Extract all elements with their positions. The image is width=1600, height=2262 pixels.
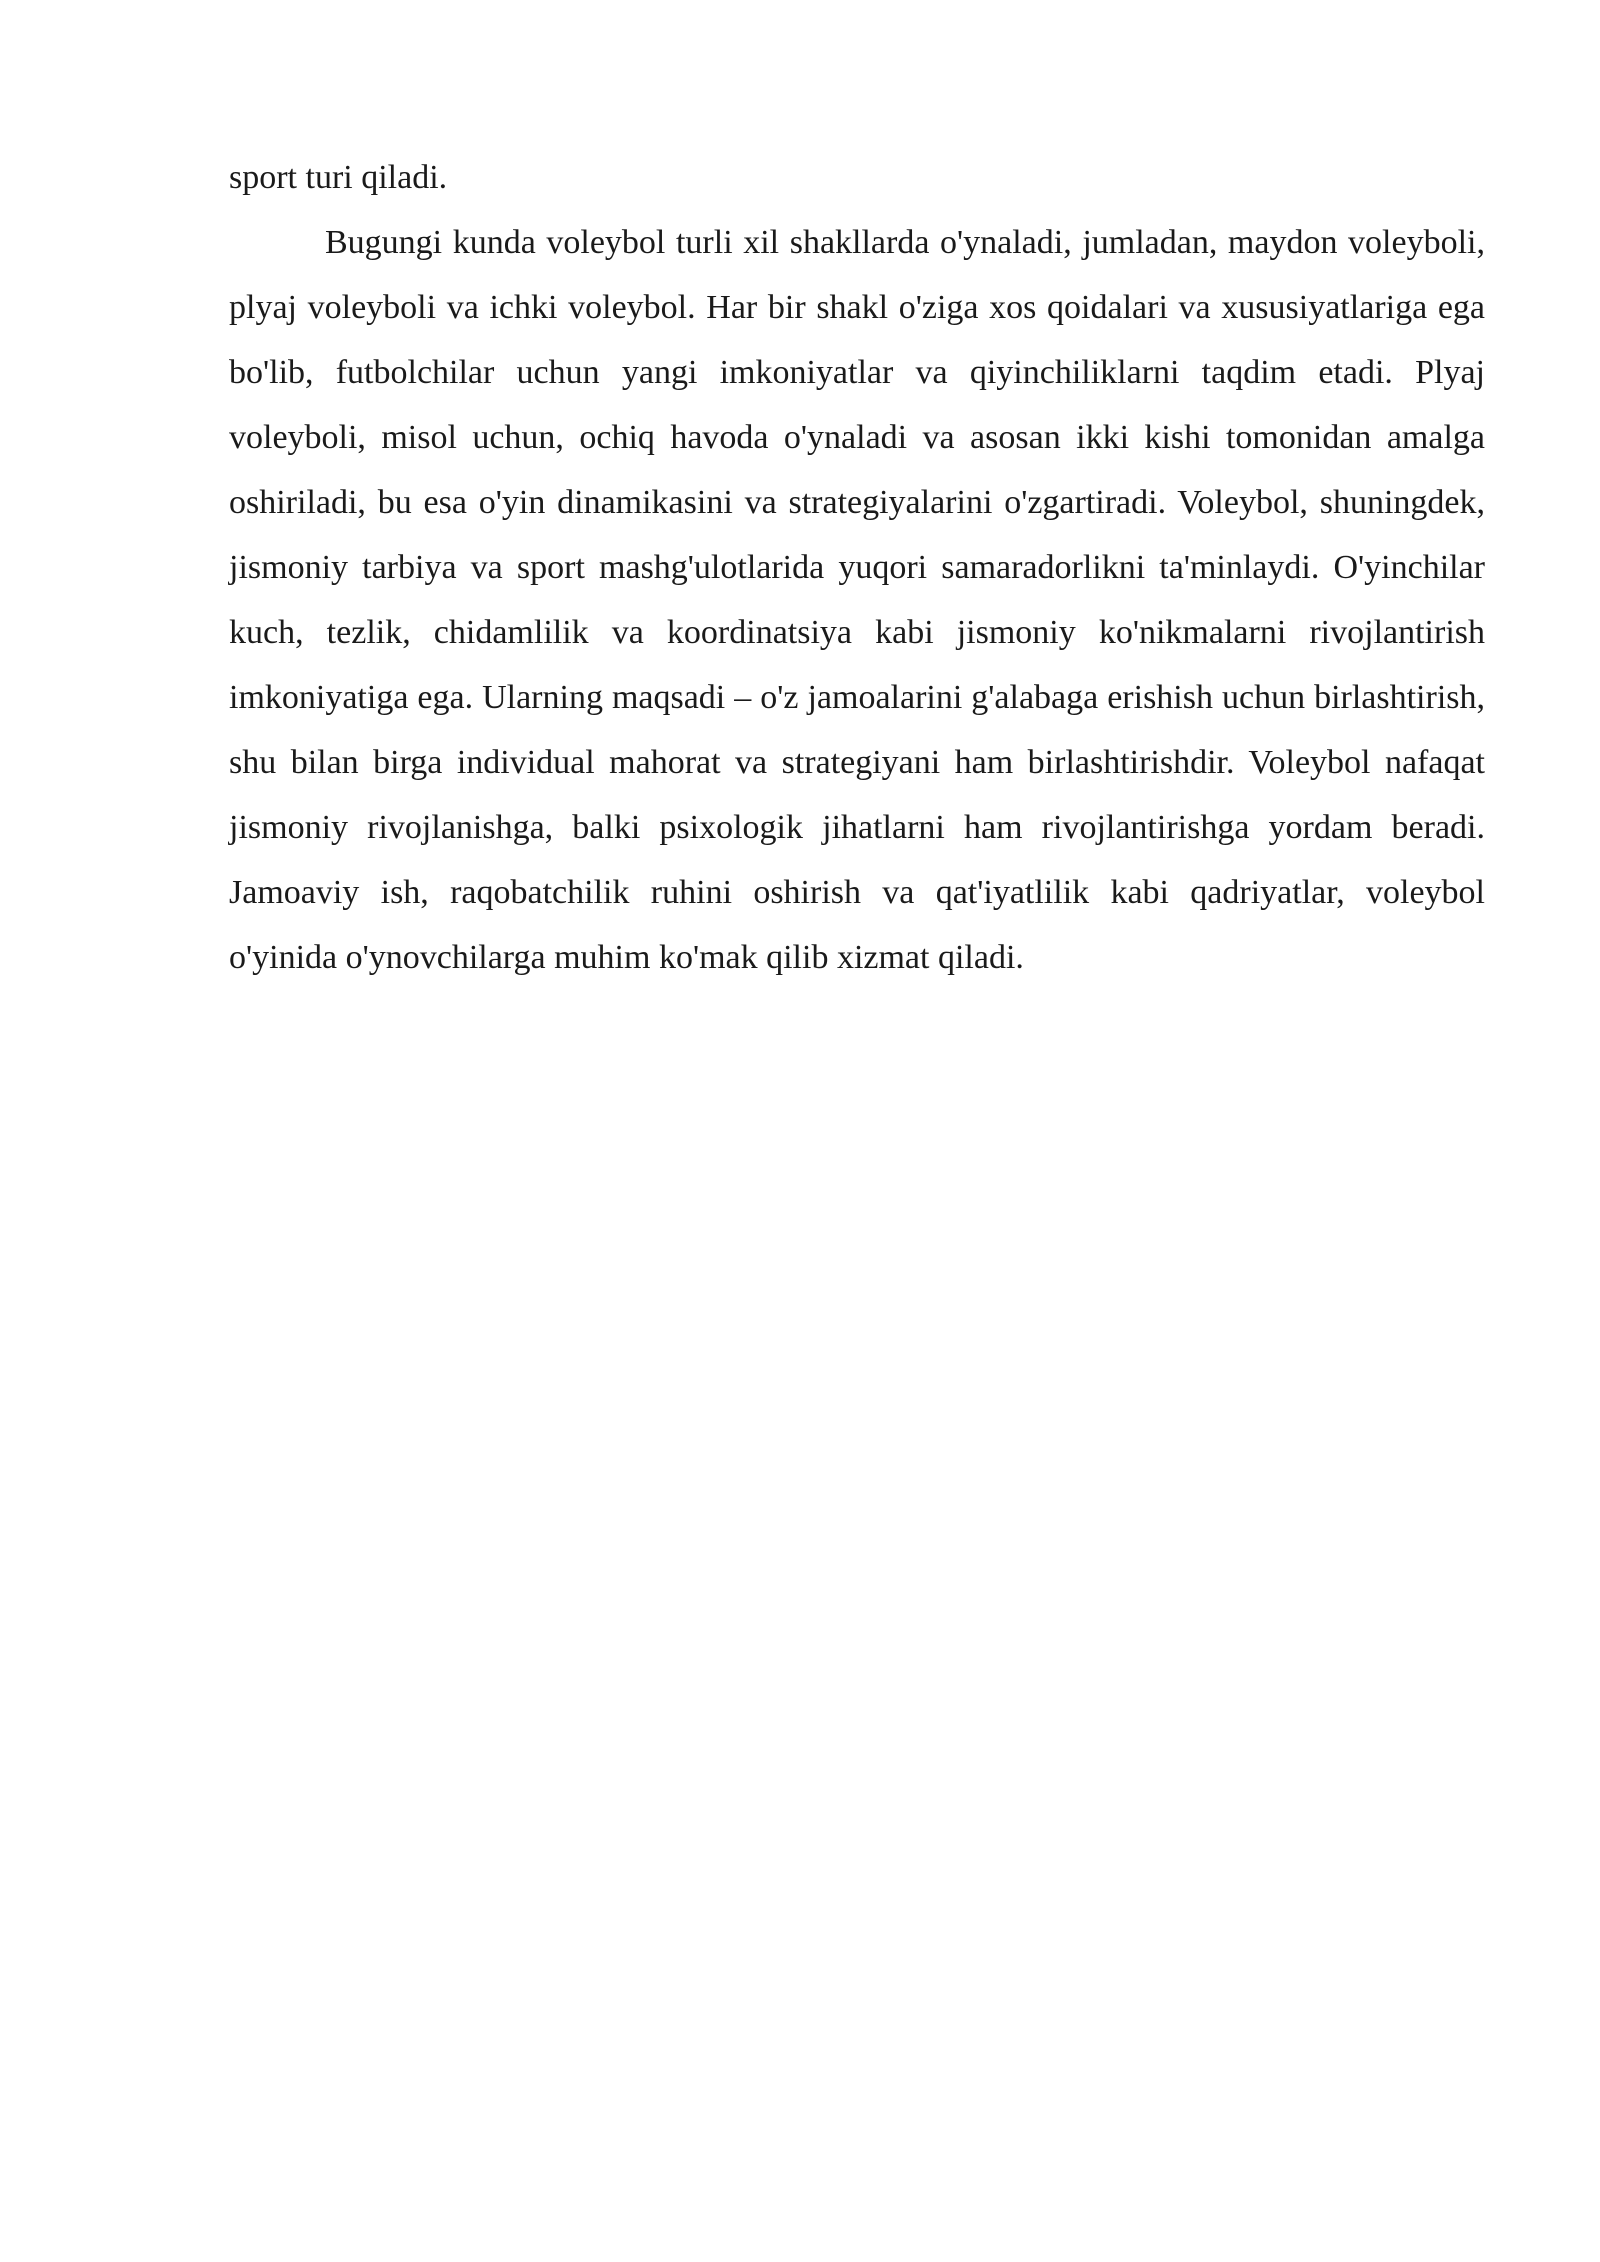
paragraph: Bugungi kunda voleybol turli xil shakllarda o'ynaladi, jumladan, maydon voleyboli, plyaj voleyboli va ichki voleybol. Har bir shakl o'ziga xos qoidalari va xususiyatlariga ega bo'lib, futbolchilar uchun yangi imkoniyatlar va qiyinchiliklarni taqdim etadi. Plyaj voleyboli, misol uchun, ochiq havoda o'ynaladi va asosan ikki kishi tomonidan amalga oshiriladi, bu esa o'yin dinamikasini va strategiyalarini o'zgartiradi. Voleybol, shuningdek, jismoniy tarbiya va sport mashg'ulotlarida yuqori samaradorlikni ta'minlaydi. O'yinchilar kuch, tezlik, chidamlilik va koordinatsiya kabi jismoniy ko'nikmalarni rivojlantirish imkoniyatiga ega. Ularning maqsadi – o'z jamoalarini g'alabaga erishish uchun birlashtirish, shu bilan birga individual mahorat va strategiyani ham birlashtirishdir. Voleybol nafaqat jismoniy rivojlanishga, balki psixologik jihatlarni ham rivojlantirishga yordam beradi. Jamoaviy ish, raqobatchilik ruhini oshirish va qat'iyatlilik kabi qadriyatlar, voleybol o'yinida o'ynovchilarga muhim ko'mak qilib xizmat qiladi. [229,224,1485,976]
body-text [229,145,1485,990]
continuation-line: sport turi qiladi. [229,159,448,196]
